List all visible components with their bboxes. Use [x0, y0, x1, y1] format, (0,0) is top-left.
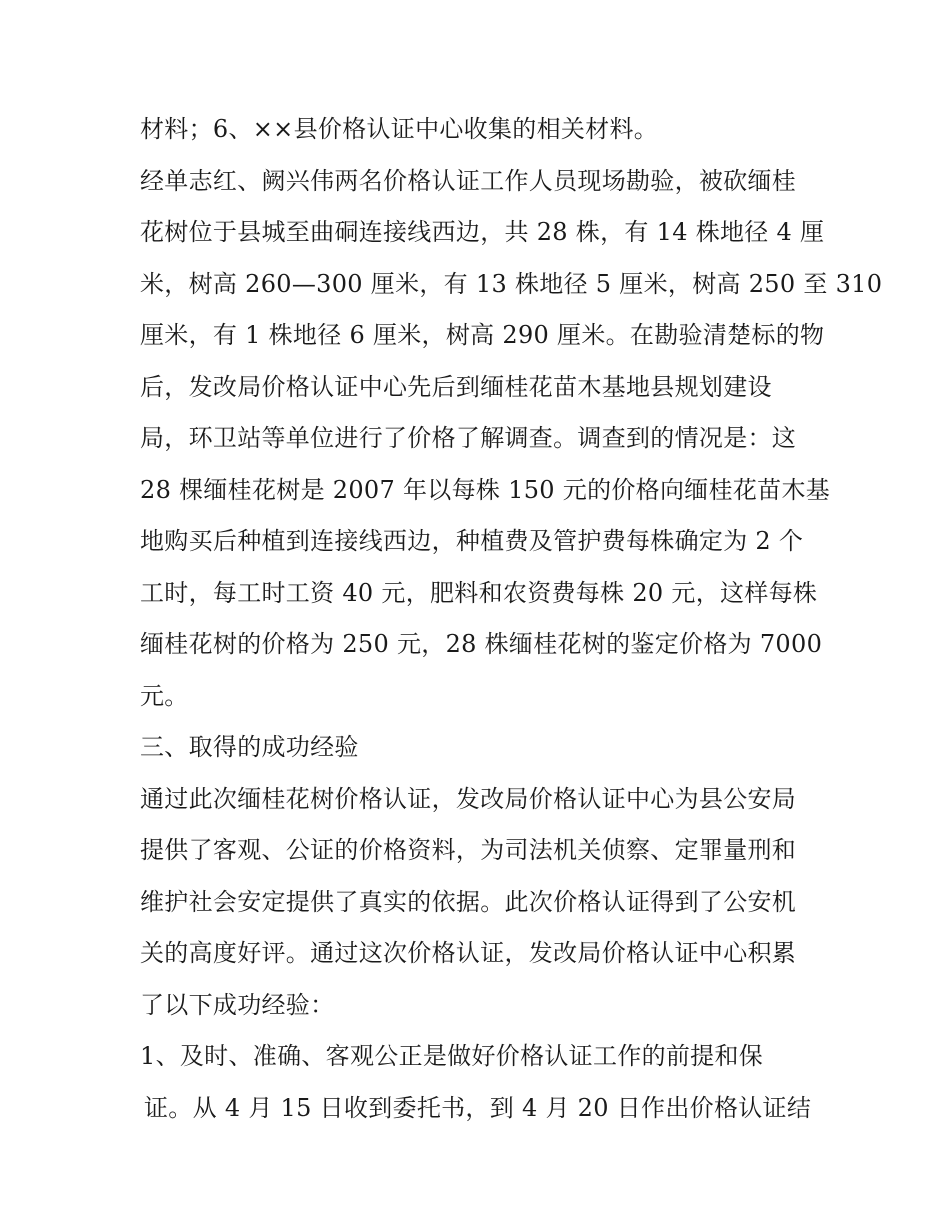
text-line-2: 经单志红、阙兴伟两名价格认证工作人员现场勘验，被砍缅桂 [140, 166, 797, 195]
text-line-14: 通过此次缅桂花树价格认证，发改局价格认证中心为县公安局 [140, 784, 797, 813]
section-heading: 三、取得的成功经验 [140, 733, 359, 761]
text-line-17: 关的高度好评。通过这次价格认证，发改局价格认证中心积累 [140, 939, 797, 967]
text-line-7: 局，环卫站等单位进行了价格了解调查。调查到的情况是：这 [140, 424, 797, 452]
text-line-18: 了以下成功经验： [140, 990, 335, 1019]
text-line-6: 后，发改局价格认证中心先后到缅桂花苗木基地县规划建设 [140, 372, 772, 401]
text-line-3: 花树位于县城至曲硐连接线西边，共 28 株，有 14 株地径 4 厘 [140, 218, 825, 246]
text-line-4: 米，树高 260—300 厘米，有 13 株地径 5 厘米，树高 250 至 310 [140, 269, 883, 298]
text-line-12: 元。 [140, 681, 189, 710]
text-line-11: 缅桂花树的价格为 250 元，28 株缅桂花树的鉴定价格为 7000 [140, 630, 823, 658]
text-line-8: 28 棵缅桂花树是 2007 年以每株 150 元的价格向缅桂花苗木基 [140, 475, 831, 504]
text-line-16: 维护社会安定提供了真实的依据。此次价格认证得到了公安机 [140, 887, 797, 916]
text-line-20: 证。从 4 月 15 日收到委托书，到 4 月 20 日作出价格认证结 [144, 1093, 812, 1122]
text-line-1: 材料；6、××县价格认证中心收集的相关材料。 [140, 115, 659, 143]
text-line-10: 工时，每工时工资 40 元，肥料和农资费每株 20 元，这样每株 [140, 578, 818, 607]
text-line-15: 提供了客观、公证的价格资料，为司法机关侦察、定罪量刑和 [140, 836, 797, 864]
text-line-9: 地购买后种植到连接线西边，种植费及管护费每株确定为 2 个 [140, 527, 804, 555]
document-body [140, 104, 883, 1134]
text-line-5: 厘米，有 1 株地径 6 厘米，树高 290 厘米。在勘验清楚标的物 [140, 321, 825, 349]
text-line-19: 1、及时、准确、客观公正是做好价格认证工作的前提和保 [140, 1042, 764, 1070]
